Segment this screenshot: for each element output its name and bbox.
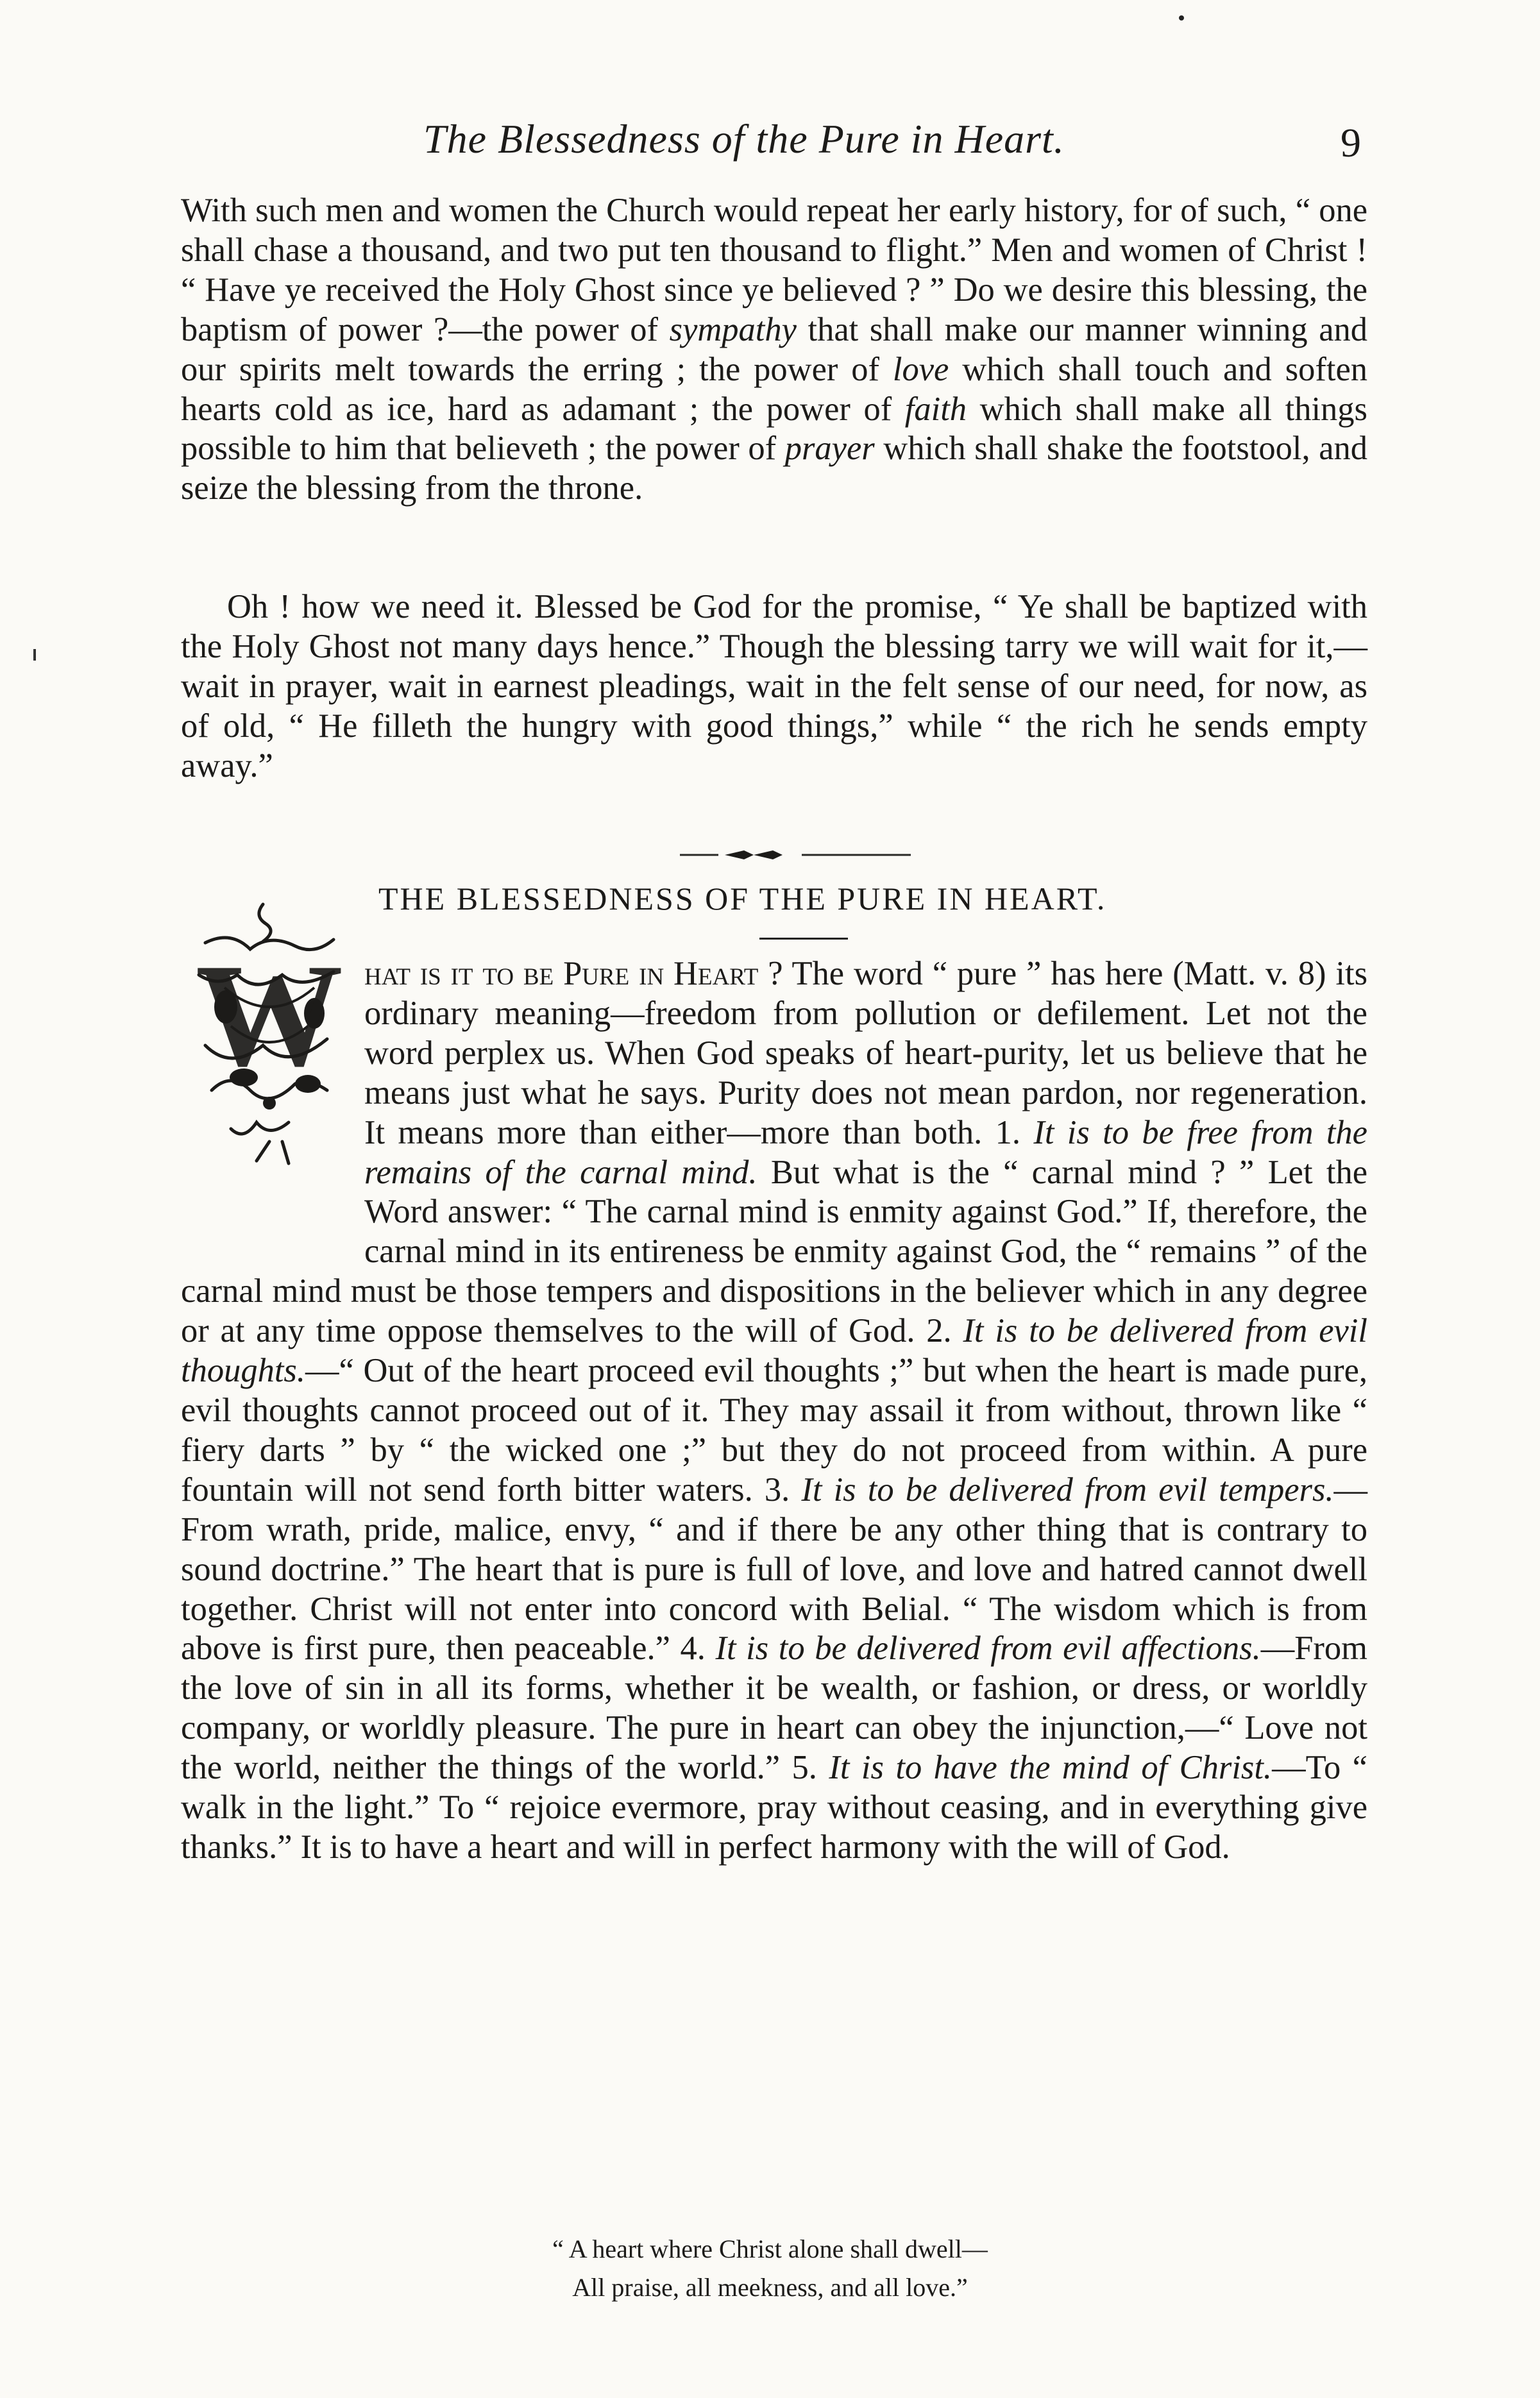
page-number: 9	[1341, 120, 1361, 165]
text-run: But what is the “ carnal mind ? ” Let the Word answer: “ The carnal mind is enmity against God.” If, therefore, the carnal mind in its entireness be enmity against God, the “ remains ” of the carnal mind must be those tempers and dispositions in the believer which in any degree or at any time oppose themselves to the will of God. 2.	[181, 1153, 1367, 1350]
emphasis-love: love	[892, 350, 949, 388]
verse-line-2: All praise, all meekness, and all love.”	[572, 2273, 968, 2302]
section-title: THE BLESSEDNESS OF THE PURE IN HEART.	[378, 881, 1107, 916]
text-run: —From the love of sin in all its forms, whether it be wealth, or fashion, or dress, or worldly company, or worldly pleasure. The pure in heart can obey the injunction,—“ Love not the world, neither the things of the world.” 5.	[181, 1630, 1367, 1787]
drop-cap-letter: W	[196, 933, 343, 1097]
section-divider-ornament	[0, 845, 1540, 865]
emphasis-prayer: prayer	[784, 430, 875, 468]
text-run: —From wrath, pride, malice, envy, “ and if there be any other thing that is contrary to sound doctrine.” The heart that is pure is full of love, and love and hatred cannot dwell together. Christ will not enter into concord with Belial. “ The wisdom which is from above is first pure, then peaceable.” 4.	[181, 1471, 1368, 1668]
intro-paragraph-2: Oh ! how we need it. Blessed be God for the promise, “ Ye shall be baptized with the Holy Ghost not many days hence.” Though the blessing tarry we will wait for it,—wait in prayer, wait in earnest pleadings, wait in the felt sense of our need, for now, as of old, “ He filleth the hungry with good things,” while “ the rich he sends empty away.”	[181, 588, 1367, 784]
text-run: which shall touch and soften hearts cold as ice, hard as adamant ; the power of	[181, 350, 1368, 428]
text-run: —To “ walk in the light.” To “ rejoice evermore, pray without ceasing, and in everything give thanks.” It is to have a heart and will in perfect harmony with the will of God.	[181, 1749, 1367, 1866]
verse-line-1: “ A heart where Christ alone shall dwell—	[552, 2234, 988, 2263]
text-run: —“ Out of the heart proceed evil thoughts ;” but when the heart is made pure, evil thoughts cannot proceed out of it. They may assail it from without, thrown like “ fiery darts ” by “ the wicked one ;” but they do not proceed from within. A pure fountain will not send forth bitter waters. 3.	[181, 1352, 1367, 1508]
text-run: which shall make all things possible to him that believeth ; the power of	[181, 390, 1367, 468]
lead-in: hat is it to be Pure in Heart ?	[364, 955, 783, 992]
point-2-heading: It is to be delivered from evil thoughts.	[181, 1312, 1367, 1390]
intro-paragraph-1	[181, 191, 1367, 509]
point-4-heading: It is to be delivered from evil affections.	[715, 1630, 1261, 1668]
article-body	[181, 954, 1367, 1868]
running-head: The Blessedness of the Pure in Heart.	[423, 116, 1065, 162]
ornamental-drop-cap	[186, 898, 353, 1167]
emphasis-sympathy: sympathy	[669, 310, 797, 348]
print-speck	[1179, 15, 1184, 21]
page-header	[0, 115, 1540, 173]
text-run: With such men and women the Church would repeat her early history, for of such, “ one shall chase a thousand, and two put ten thousand to flight.” Men and women of Christ ! “ Have ye received the Holy Ghost since ye believed ? ” Do we desire this blessing, the baptism of power ?—the power of	[181, 192, 1367, 348]
emphasis-faith: faith	[904, 390, 967, 428]
text-run: which shall shake the footstool, and seize the blessing from the throne.	[181, 430, 1367, 507]
text-run: that shall make our manner winning and our spirits melt towards the erring ; the power of	[181, 310, 1367, 388]
text-run: The word “ pure ” has here (Matt. v. 8) its ordinary meaning—freedom from pollution or defilement. Let not the word perplex us. When God speaks of heart-purity, let us believe that he means just what he says. Purity does not mean pardon, nor regeneration. It means more than either—more than both. 1.	[364, 955, 1367, 1151]
margin-mark	[33, 649, 36, 661]
point-3-heading: It is to be delivered from evil tempers.	[801, 1471, 1334, 1508]
point-5-heading: It is to have the mind of Christ.	[829, 1749, 1273, 1787]
point-1-heading: It is to be free from the remains of the carnal mind.	[364, 1113, 1367, 1191]
title-rule	[759, 938, 848, 940]
